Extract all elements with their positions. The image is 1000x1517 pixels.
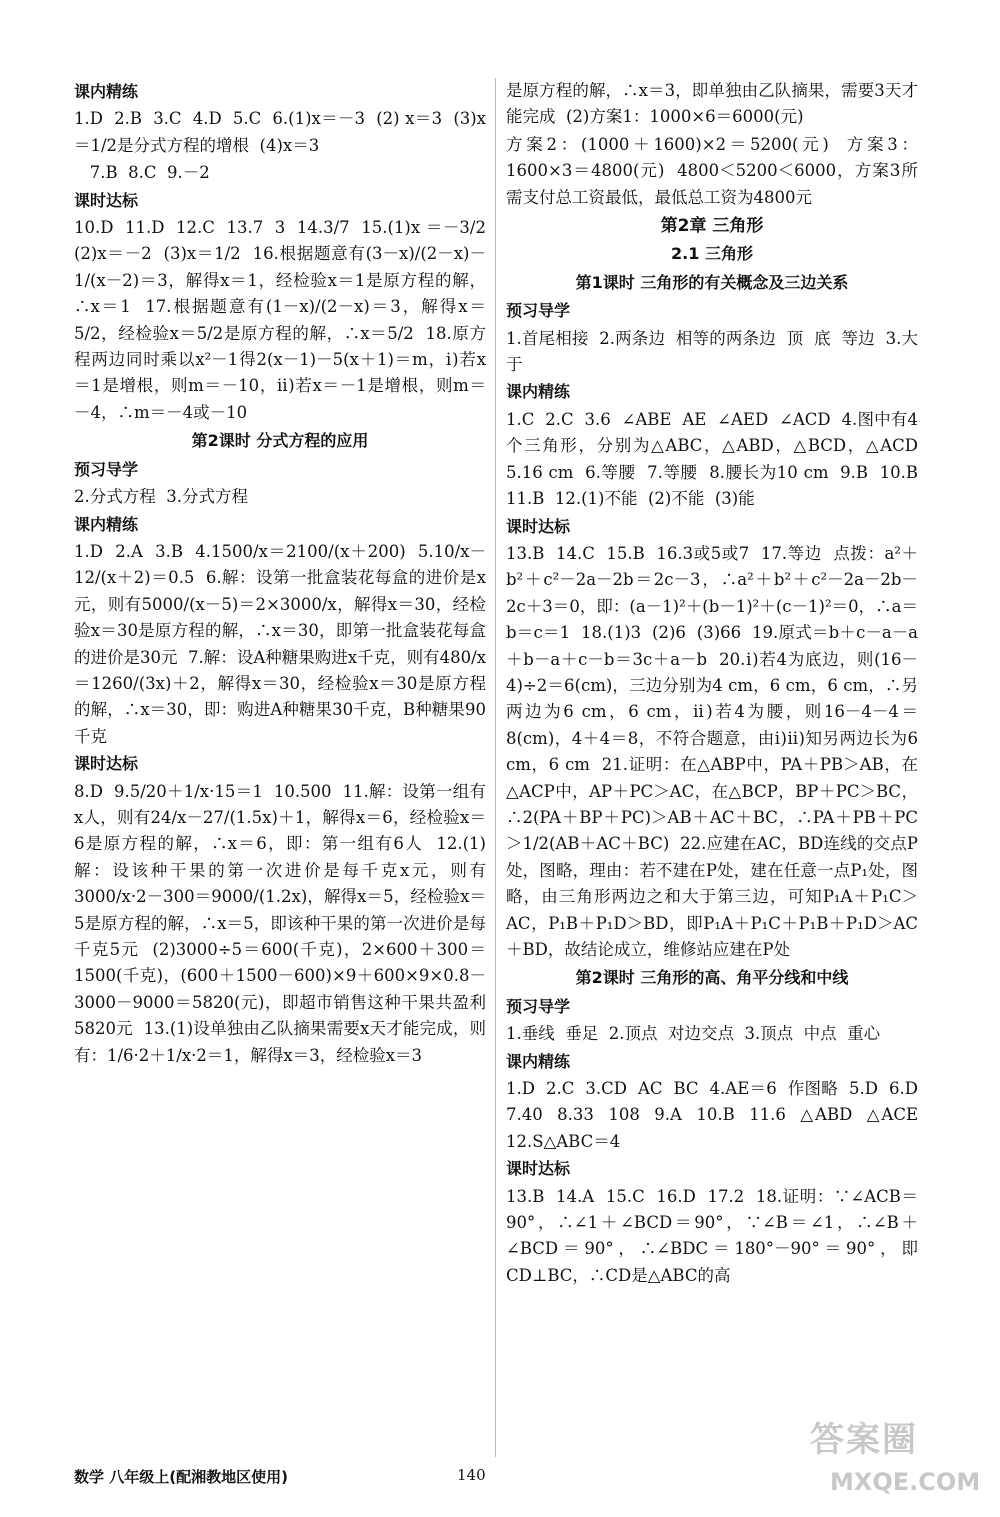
answer-paragraph: 1.D 2.A 3.B 4.1500/x＝2100/(x＋200) 5.10/x－12/(x＋2)＝0.5 6.解：设第一批盒装花每盒的进价是x元，则有5000/(x－5)＝2×3000/x，解得x＝30，经检验x＝30是原方程的解，∴x＝30，即第一批盒装花每盒的进价是30元 7.解：设A种糖果购进x千克，则有480/x＝1260/(3x)＋2，解得x＝30，经检验x＝30是原方程的解，∴x＝30，即：购进A种糖果30千克，B种糖果90千克 — [74, 541, 486, 746]
answer-paragraph: 8.D 9.5/20＋1/x·15＝1 10.500 11.解：设第一组有x人，则有24/x－27/(1.5x)＋1，解得x＝6，经检验x＝6是原方程的解，∴x＝6，即：第一组有6人 12.(1)解：设该种干果的第一次进价是每千克x元，则有3000/x·2－300＝9000/(1.2x)，解得x＝5，经检验x＝5是原方程的解，∴x＝5，即该种干果的第一次进价是每千克5元 (2)3000÷5＝600(千克)，2×600＋300＝1500(千克)，(600＋1500－600)×9＋600×9×0.8－3000－9000＝5820(元)，即超市销售这种干果共盈利5820元 13.(1)设单独由乙队摘果需要x天才能完成，则有：1/6·2＋1/x·2＝1，解得x＝3，经检验x＝3 — [74, 781, 486, 1065]
section-heading: 课时达标 — [74, 190, 139, 210]
answer-paragraph: 13.B 14.A 15.C 16.D 17.2 18.证明：∵∠ACB＝90°，∴∠1＋∠BCD＝90°，∵∠B＝∠1，∴∠B＋∠BCD＝90°，∴∠BDC＝180°－90°＝90°，即CD⊥BC，∴CD是△ABC的高 — [506, 1186, 918, 1285]
watermark-text: 答案圈 — [810, 1420, 918, 1460]
lesson-heading: 第1课时 三角形的有关概念及三边关系 — [575, 272, 849, 292]
lesson-heading: 第2课时 分式方程的应用 — [191, 431, 369, 451]
chapter-heading: 第2章 三角形 — [660, 216, 764, 237]
section-heading: 课内精练 — [506, 1051, 571, 1071]
answer-paragraph: 1.首尾相接 2.两条边 相等的两条边 顶 底 等边 3.大于 — [506, 328, 918, 375]
answer-paragraph: 13.B 14.C 15.B 16.3或5或7 17.等边 点拨：a²＋b²＋c²－2a－2b＝2c－3，∴a²＋b²＋c²－2a－2b－2c＋3＝0，即：(a－1)²＋(b－1)²＋(c－1)²＝0，∴a＝b＝c＝1 18.(1)3 (2)6 (3)66 19.原式＝b＋c－a－a＋b－a＋c－b＝3c＋a－b 20.ⅰ)若4为底边，则(16－4)÷2＝6(cm)，三边分别为4 cm，6 cm，6 cm，∴另两边为6 cm，6 cm，ⅱ)若4为腰，则16－4－4＝8(cm)，4＋4＝8，不符合题意，由ⅰ)ⅱ)知另两边长为6 cm，6 cm 21.证明：在△ABP中，PA＋PB＞AB，在△ACP中，AP＋PC＞AC，在△BCP，BP＋PC＞BC，∴2(PA＋BP＋PC)＞AB＋AC＋BC，∴PA＋PB＋PC＞1/2(AB＋AC＋BC) 22.应建在AC，BD连线的交点P处，图略，理由：若不建在P处，建在任意一点P₁处，图略，由三角形两边之和大于第三边，可知P₁A＋P₁C＞AC，P₁B＋P₁D＞BD，即P₁A＋P₁C＋P₁B＋P₁D＞AC＋BD，故结论成立，维修站应建在P处 — [506, 543, 924, 959]
section-heading: 课时达标 — [74, 754, 139, 774]
section-heading: 课内精练 — [506, 382, 571, 402]
section-heading: 课时达标 — [506, 516, 571, 536]
section-heading: 预习导学 — [506, 301, 571, 321]
section-heading: 预习导学 — [74, 459, 139, 479]
answer-paragraph: 10.D 11.D 12.C 13.7 3 14.3/7 15.(1)x ＝－3/2 (2)x＝－2 (3)x＝1/2 16.根据题意有(3－x)/(2－x)－1/(x－2)＝3，解得x＝1，经检验x＝1是原方程的解，∴x＝1 17.根据题意有(1－x)/(2－x)＝3，解得x＝5/2，经检验x＝5/2是原方程的解，∴x＝5/2 18.原方程两边同时乘以x²－1得2(x－1)－5(x＋1)＝m，ⅰ)若x＝1是增根，则m＝－10，ⅱ)若x＝－1是增根，则m＝－4，∴m＝－4或－10 — [74, 218, 497, 422]
answer-paragraph: 2.分式方程 3.分式方程 — [74, 487, 248, 507]
left-column — [74, 78, 497, 1457]
answer-paragraph: 1.D 2.B 3.C 4.D 5.C 6.(1)x＝－3 (2) x＝3 (3)x＝1/2是分式方程的增根 (4)x＝3 — [74, 109, 486, 155]
page-footer — [74, 1466, 924, 1490]
watermark-logo — [800, 1412, 990, 1512]
column-divider — [495, 78, 496, 1457]
lesson-heading: 第2课时 三角形的高、角平分线和中线 — [575, 968, 849, 988]
answer-paragraph: 1.D 2.C 3.CD AC BC 4.AE＝6 作图略 5.D 6.D 7.40 8.33 108 9.A 10.B 11.6 △ABD △ACE 12.S△ABC＝4 — [506, 1079, 929, 1151]
page-number: 140 — [457, 1466, 486, 1484]
watermark-url: MXQE.COM — [830, 1468, 981, 1496]
answer-paragraph: 是原方程的解，∴x＝3，即单独由乙队摘果，需要3天才能完成 (2)方案1：1000×6＝6000(元) — [506, 81, 918, 127]
answer-paragraph: 1.垂线 垂足 2.顶点 对边交点 3.顶点 中点 重心 — [506, 1024, 881, 1044]
section-heading: 课时达标 — [506, 1159, 571, 1179]
section-heading: 课内精练 — [74, 514, 139, 534]
section-heading: 预习导学 — [506, 996, 571, 1016]
answer-paragraph: 方案2：(1000＋1600)×2＝5200(元) 方案3：1600×3＝4800(元) 4800＜5200＜6000，方案3所需支付总工资最低，最低总工资为4800元 — [506, 134, 918, 207]
lesson-heading: 2.1 三角形 — [671, 244, 753, 264]
footer-subject: 数学 八年级上(配湘教地区使用) — [74, 1468, 288, 1486]
answer-paragraph: 1.C 2.C 3.6 ∠ABE AE ∠AED ∠ACD 4.图中有4个三角形，分别为△ABC，△ABD，△BCD，△ACD 5.16 cm 6.等腰 7.等腰 8.腰长为10 cm 9.B 10.B 11.B 12.(1)不能 (2)不能 (3)能 — [506, 409, 929, 509]
section-heading: 课内精练 — [74, 82, 139, 101]
right-column — [506, 78, 929, 1457]
answer-paragraph: 7.B 8.C 9.－2 — [74, 163, 210, 183]
